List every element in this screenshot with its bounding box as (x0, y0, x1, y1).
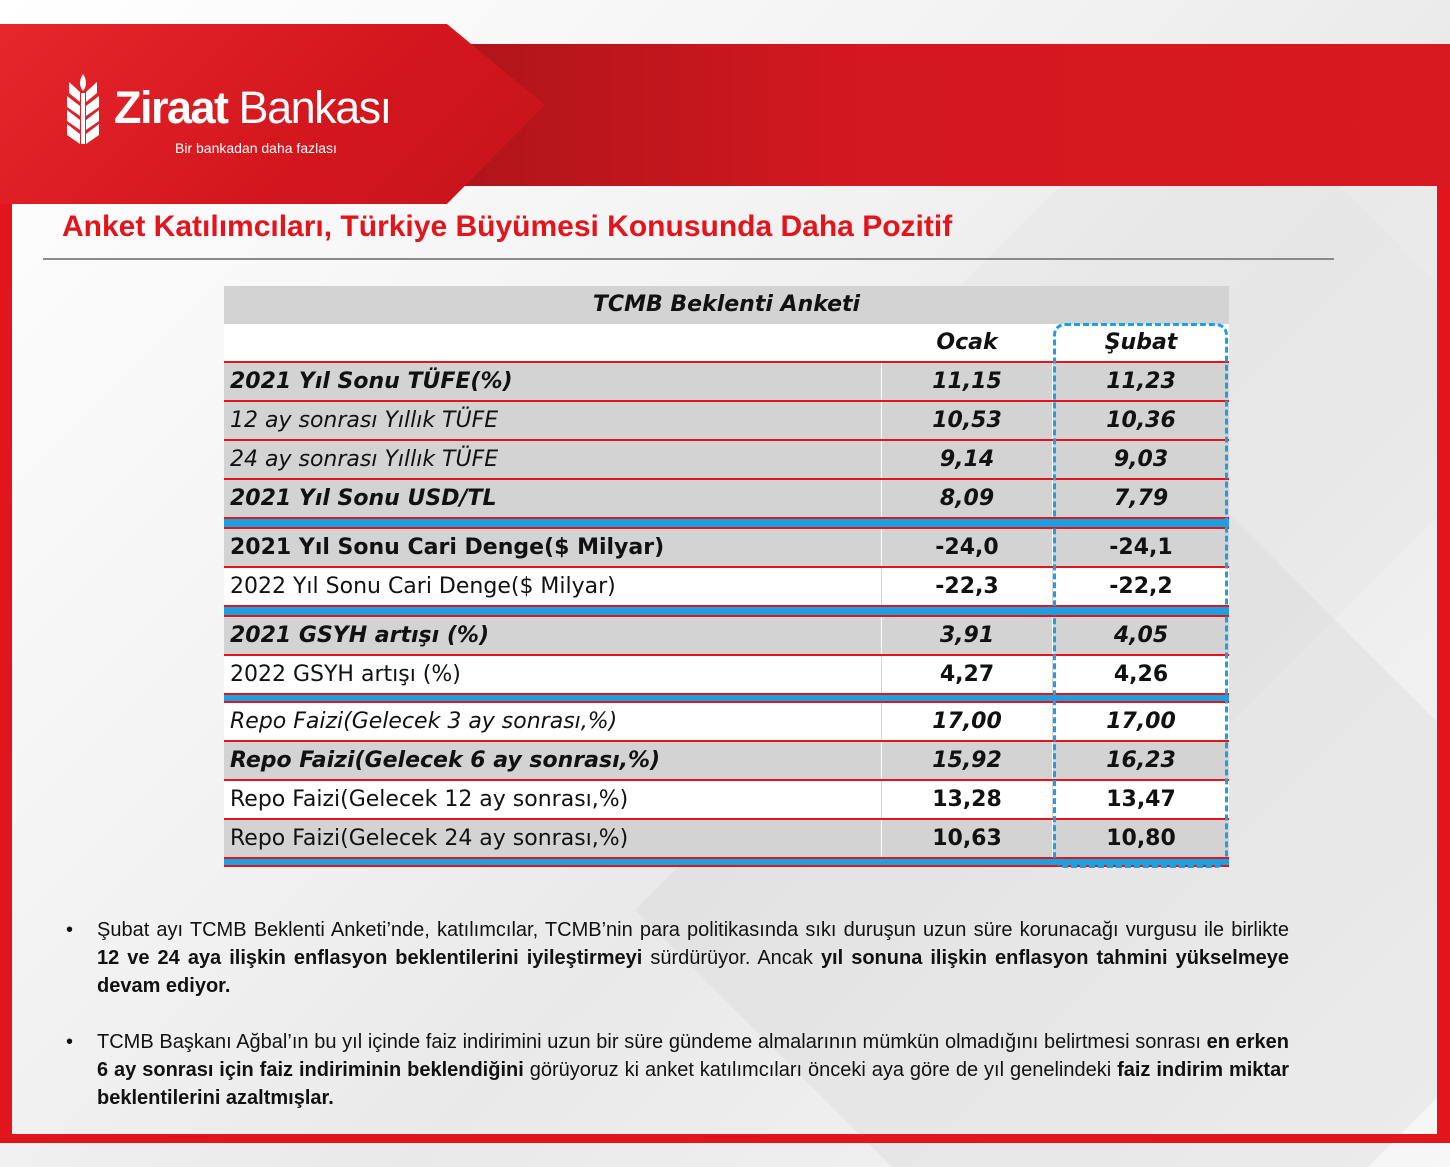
table-row (224, 617, 1229, 656)
bullet-emphasis: faiz indirim miktar beklentilerini azaltmışlar. (97, 1059, 1289, 1109)
table-row (224, 480, 1229, 519)
value-ocak: 3,91 (881, 617, 1052, 654)
ziraat-logo (62, 72, 442, 172)
section-separator (224, 695, 1229, 703)
value-subat: 7,79 (1052, 480, 1229, 517)
value-ocak: 13,28 (881, 781, 1052, 818)
value-ocak: -22,3 (881, 568, 1052, 605)
row-label: 2021 Yıl Sonu TÜFE(%) (230, 369, 513, 394)
title-divider (43, 258, 1334, 260)
table-row (224, 781, 1229, 820)
bullet-item (66, 1028, 1289, 1112)
wheat-icon (62, 72, 104, 144)
table-row (224, 656, 1229, 695)
value-ocak: -24,0 (881, 529, 1052, 566)
value-ocak: 11,15 (881, 363, 1052, 400)
row-label: 12 ay sonrası Yıllık TÜFE (230, 408, 499, 433)
value-subat: 10,36 (1052, 402, 1229, 439)
bullet-marker: • (66, 1031, 74, 1053)
table-row (224, 441, 1229, 480)
bullet-text: sürdürüyor. Ancak (642, 947, 821, 969)
frame-right-border (1437, 180, 1450, 1142)
bullet-item (66, 916, 1289, 1000)
value-ocak: 10,63 (881, 820, 1052, 857)
value-subat: 17,00 (1052, 703, 1229, 740)
table-header-label-cell (224, 324, 881, 361)
bullet-emphasis: yıl sonuna ilişkin enflasyon tahmini yükselmeye devam ediyor. (97, 947, 1289, 997)
bullet-text: Şubat ayı TCMB Beklenti Anketi’nde, katılımcılar, TCMB’nin para politikasında sıkı duruşun uzun süre korunacağı vurgusu ile birlikte (97, 919, 1289, 941)
row-label: Repo Faizi(Gelecek 24 ay sonrası,%) (230, 826, 629, 851)
bullet-marker: • (66, 919, 74, 941)
value-ocak: 8,09 (881, 480, 1052, 517)
table-row (224, 703, 1229, 742)
bullet-emphasis: 12 ve 24 aya ilişkin enflasyon beklentilerini iyileştirmeyi (97, 947, 643, 969)
value-subat: 10,80 (1052, 820, 1229, 857)
table-row (224, 820, 1229, 859)
section-separator (224, 859, 1229, 867)
table-column-header-row (224, 324, 1229, 363)
slide-title: Anket Katılımcıları, Türkiye Büyümesi Konusunda Daha Pozitif (62, 210, 953, 243)
value-ocak: 10,53 (881, 402, 1052, 439)
table-title: TCMB Beklenti Anketi (224, 286, 1229, 324)
column-header-ocak: Ocak (881, 324, 1052, 361)
value-subat: 9,03 (1052, 441, 1229, 478)
value-subat: 4,26 (1052, 656, 1229, 693)
value-subat: -22,2 (1052, 568, 1229, 605)
value-subat: -24,1 (1052, 529, 1229, 566)
row-label: Repo Faizi(Gelecek 3 ay sonrası,%) (230, 709, 618, 734)
table-row (224, 363, 1229, 402)
value-subat: 13,47 (1052, 781, 1229, 818)
value-ocak: 9,14 (881, 441, 1052, 478)
row-label: 2021 GSYH artışı (%) (230, 623, 489, 648)
table-row (224, 402, 1229, 441)
table-row (224, 742, 1229, 781)
row-label: 2022 GSYH artışı (%) (230, 662, 461, 687)
bullet-text: görüyoruz ki anket katılımcıları önceki aya göre de yıl genelindeki (523, 1059, 1118, 1081)
table-row (224, 568, 1229, 607)
table-row (224, 529, 1229, 568)
value-subat: 4,05 (1052, 617, 1229, 654)
value-subat: 16,23 (1052, 742, 1229, 779)
frame-left-border (0, 180, 12, 1142)
bullet-text: TCMB Başkanı Ağbal’ın bu yıl içinde faiz indirimini uzun bir süre gündeme almalarının mümkün olmadığını belirtmesi sonrası (97, 1031, 1207, 1053)
logo-wordmark: Ziraat Bankası (114, 82, 391, 133)
bullet-emphasis: en erken 6 ay sonrası için faiz indiriminin beklendiğini (97, 1031, 1290, 1081)
row-label: 2022 Yıl Sonu Cari Denge($ Milyar) (230, 574, 616, 599)
value-ocak: 15,92 (881, 742, 1052, 779)
row-label: 24 ay sonrası Yıllık TÜFE (230, 447, 499, 472)
value-subat: 11,23 (1052, 363, 1229, 400)
logo-slogan: Bir bankadan daha fazlası (175, 140, 337, 156)
column-header-subat: Şubat (1052, 324, 1229, 361)
commentary-bullets (66, 916, 1289, 1140)
value-ocak: 4,27 (881, 656, 1052, 693)
row-label: 2021 Yıl Sonu Cari Denge($ Milyar) (230, 535, 665, 560)
section-separator (224, 607, 1229, 617)
row-label: Repo Faizi(Gelecek 12 ay sonrası,%) (230, 787, 629, 812)
value-ocak: 17,00 (881, 703, 1052, 740)
row-label: 2021 Yıl Sonu USD/TL (230, 486, 497, 511)
expectations-table (224, 286, 1229, 867)
row-label: Repo Faizi(Gelecek 6 ay sonrası,%) (230, 748, 661, 773)
section-separator (224, 519, 1229, 529)
